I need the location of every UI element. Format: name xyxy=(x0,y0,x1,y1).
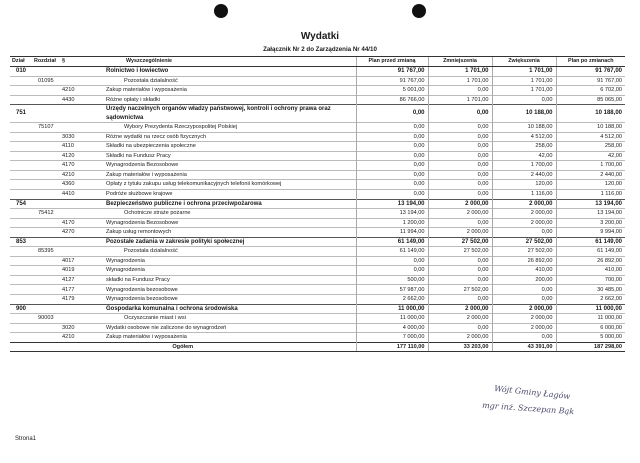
cell-paragraf: 4170 xyxy=(60,161,86,171)
cell-plan-before: 91 767,00 xyxy=(356,67,428,77)
table-row xyxy=(10,333,625,343)
cell-paragraf: 4017 xyxy=(60,256,86,266)
cell-description: Wynagrodzenia xyxy=(86,266,356,276)
cell-paragraf xyxy=(60,67,86,77)
cell-rozdzial xyxy=(32,304,60,314)
header-rozdzial: Rozdział xyxy=(32,57,60,67)
header-description: Wyszczególnienie xyxy=(86,57,356,67)
document-subtitle: Załącznik Nr 2 do Zarządzenia Nr 44/10 xyxy=(263,46,377,53)
cell-plan-after: 26 892,00 xyxy=(556,256,625,266)
cell-increases: 1 701,00 xyxy=(492,67,556,77)
cell-dzial xyxy=(10,86,32,96)
cell-decreases: 27 502,00 xyxy=(428,237,492,247)
cell-rozdzial xyxy=(32,151,60,161)
cell-dzial xyxy=(10,142,32,152)
cell-increases: 0,00 xyxy=(492,285,556,295)
cell-plan-after: 11 000,00 xyxy=(556,304,625,314)
table-row xyxy=(10,218,625,228)
cell-plan-before: 7 000,00 xyxy=(356,333,428,343)
cell-dzial xyxy=(10,161,32,171)
cell-description: składki na Fundusz Pracy xyxy=(86,275,356,285)
table-row xyxy=(10,275,625,285)
cell-plan-before: 0,00 xyxy=(356,151,428,161)
cell-increases: 410,00 xyxy=(492,266,556,276)
document-title: Wydatki xyxy=(300,31,340,42)
cell-plan-before: 0,00 xyxy=(356,180,428,190)
cell-rozdzial xyxy=(32,86,60,96)
cell-dzial xyxy=(10,190,32,200)
cell-plan-after: 13 194,00 xyxy=(556,209,625,219)
cell-decreases: 0,00 xyxy=(428,151,492,161)
table-total-row xyxy=(10,342,625,352)
cell-rozdzial xyxy=(32,132,60,142)
cell-description: Składki na Fundusz Pracy xyxy=(86,151,356,161)
cell-decreases: 2 000,00 xyxy=(428,199,492,209)
cell-increases: 26 892,00 xyxy=(492,256,556,266)
cell-description: Bezpieczeństwo publiczne i ochrona przeciwpożarowa xyxy=(86,199,356,209)
cell-plan-after: 13 194,00 xyxy=(556,199,625,209)
cell-rozdzial: 85395 xyxy=(32,247,60,257)
cell-paragraf: 3020 xyxy=(60,323,86,333)
cell-plan-after: 61 149,00 xyxy=(556,247,625,257)
cell-plan-before: 61 149,00 xyxy=(356,247,428,257)
table-row xyxy=(10,180,625,190)
cell-plan-before: 0,00 xyxy=(356,266,428,276)
cell-plan-before: 2 662,00 xyxy=(356,295,428,305)
cell-decreases: 0,00 xyxy=(428,266,492,276)
cell-paragraf: 4179 xyxy=(60,295,86,305)
cell-paragraf: 4177 xyxy=(60,285,86,295)
cell-decreases: 0,00 xyxy=(428,132,492,142)
cell-paragraf xyxy=(60,237,86,247)
table-row xyxy=(10,228,625,238)
cell-plan-after: 5 000,00 xyxy=(556,333,625,343)
cell-decreases: 2 000,00 xyxy=(428,228,492,238)
cell-paragraf xyxy=(60,123,86,133)
cell-rozdzial xyxy=(32,218,60,228)
cell-plan-before: 500,00 xyxy=(356,275,428,285)
cell-rozdzial xyxy=(32,170,60,180)
cell-decreases: 1 701,00 xyxy=(428,76,492,86)
cell-paragraf: 4019 xyxy=(60,266,86,276)
cell-plan-before: 13 194,00 xyxy=(356,209,428,219)
cell-increases: 42,00 xyxy=(492,151,556,161)
stamp-line-2: mgr inż. Szczepan Bąk xyxy=(481,400,575,417)
table-row xyxy=(10,170,625,180)
cell-plan-after: 410,00 xyxy=(556,266,625,276)
cell-plan-before: 0,00 xyxy=(356,132,428,142)
cell-increases: 258,00 xyxy=(492,142,556,152)
cell-dzial xyxy=(10,132,32,142)
cell-rozdzial xyxy=(32,295,60,305)
cell-paragraf: 4360 xyxy=(60,180,86,190)
cell-increases: 10 188,00 xyxy=(492,123,556,133)
cell-increases: 2 000,00 xyxy=(492,209,556,219)
cell-description: Pozostałe zadania w zakresie polityki społecznej xyxy=(86,237,356,247)
cell-paragraf: 4170 xyxy=(60,218,86,228)
cell-dzial xyxy=(10,323,32,333)
header-increases: Zwiększenia xyxy=(492,57,556,67)
table-row xyxy=(10,86,625,96)
header-plan-after: Plan po zmianach xyxy=(556,57,625,67)
table-row xyxy=(10,256,625,266)
cell-plan-after: 258,00 xyxy=(556,142,625,152)
cell-paragraf: 4430 xyxy=(60,95,86,105)
cell-dzial xyxy=(10,275,32,285)
cell-rozdzial xyxy=(32,180,60,190)
cell-plan-after: 6 702,00 xyxy=(556,86,625,96)
cell-increases: 1 700,00 xyxy=(492,161,556,171)
cell-dzial xyxy=(10,123,32,133)
cell-decreases: 0,00 xyxy=(428,190,492,200)
table-chapter-row xyxy=(10,123,625,133)
table-row xyxy=(10,95,625,105)
cell-rozdzial xyxy=(32,237,60,247)
table-row xyxy=(10,161,625,171)
cell-rozdzial xyxy=(32,333,60,343)
cell-dzial xyxy=(10,151,32,161)
cell-plan-before: 0,00 xyxy=(356,190,428,200)
cell-plan-before: 11 994,00 xyxy=(356,228,428,238)
cell-paragraf xyxy=(60,199,86,209)
cell-rozdzial xyxy=(32,105,60,123)
cell-decreases: 0,00 xyxy=(428,170,492,180)
cell-decreases: 2 000,00 xyxy=(428,314,492,324)
cell-dzial: 900 xyxy=(10,304,32,314)
cell-increases: 0,00 xyxy=(492,333,556,343)
cell-description: Oczyszczanie miast i wsi xyxy=(86,314,356,324)
cell-description: Wybory Prezydenta Rzeczypospolitej Polskiej xyxy=(86,123,356,133)
cell-description: Wydatki osobowe nie zaliczone do wynagrodzeń xyxy=(86,323,356,333)
cell-dzial xyxy=(10,256,32,266)
cell-plan-after: 10 188,00 xyxy=(556,123,625,133)
table-chapter-row xyxy=(10,314,625,324)
total-decreases: 33 203,00 xyxy=(428,342,492,352)
cell-paragraf xyxy=(60,209,86,219)
table-row xyxy=(10,142,625,152)
cell-paragraf xyxy=(60,304,86,314)
expenses-table-wrapper xyxy=(10,56,625,352)
cell-dzial xyxy=(10,76,32,86)
punch-hole-left xyxy=(214,4,228,18)
cell-description: Zakup materiałów i wyposażenia xyxy=(86,170,356,180)
cell-rozdzial xyxy=(32,285,60,295)
cell-decreases: 0,00 xyxy=(428,86,492,96)
cell-decreases: 0,00 xyxy=(428,180,492,190)
cell-decreases: 0,00 xyxy=(428,275,492,285)
cell-description: Gospodarka komunalna i ochrona środowiska xyxy=(86,304,356,314)
cell-increases: 2 000,00 xyxy=(492,199,556,209)
cell-plan-after: 6 000,00 xyxy=(556,323,625,333)
cell-rozdzial xyxy=(32,266,60,276)
cell-plan-before: 61 149,00 xyxy=(356,237,428,247)
table-row xyxy=(10,295,625,305)
cell-dzial xyxy=(10,170,32,180)
total-plan-before: 177 110,00 xyxy=(356,342,428,352)
cell-dzial xyxy=(10,247,32,257)
table-row xyxy=(10,323,625,333)
cell-increases: 1 701,00 xyxy=(492,86,556,96)
cell-decreases: 0,00 xyxy=(428,161,492,171)
cell-plan-after: 85 065,00 xyxy=(556,95,625,105)
cell-decreases: 0,00 xyxy=(428,218,492,228)
cell-dzial xyxy=(10,95,32,105)
cell-increases: 0,00 xyxy=(492,295,556,305)
stamp-line-1: Wójt Gminy Łagów xyxy=(493,384,571,401)
cell-plan-before: 13 194,00 xyxy=(356,199,428,209)
cell-rozdzial xyxy=(32,161,60,171)
cell-paragraf: 4210 xyxy=(60,333,86,343)
cell-plan-after: 61 149,00 xyxy=(556,237,625,247)
cell-paragraf xyxy=(60,76,86,86)
cell-dzial xyxy=(10,228,32,238)
cell-rozdzial xyxy=(32,190,60,200)
cell-plan-before: 86 766,00 xyxy=(356,95,428,105)
cell-increases: 1 116,00 xyxy=(492,190,556,200)
cell-plan-before: 0,00 xyxy=(356,123,428,133)
cell-increases: 2 000,00 xyxy=(492,218,556,228)
cell-decreases: 0,00 xyxy=(428,323,492,333)
cell-rozdzial xyxy=(32,199,60,209)
table-row xyxy=(10,285,625,295)
header-plan-before: Plan przed zmianą xyxy=(356,57,428,67)
cell-increases: 0,00 xyxy=(492,95,556,105)
cell-description: Opłaty z tytułu zakupu usług telekomunikacyjnych telefonii komórkowej xyxy=(86,180,356,190)
cell-description: Wynagrodzenia bezosobowe xyxy=(86,295,356,305)
cell-dzial: 751 xyxy=(10,105,32,123)
cell-rozdzial xyxy=(32,142,60,152)
cell-rozdzial xyxy=(32,256,60,266)
cell-plan-after: 1 700,00 xyxy=(556,161,625,171)
cell-increases: 200,00 xyxy=(492,275,556,285)
signature-stamp xyxy=(482,380,602,440)
table-row xyxy=(10,132,625,142)
table-section-row xyxy=(10,67,625,77)
header-paragraf: § xyxy=(60,57,86,67)
cell-paragraf xyxy=(60,105,86,123)
cell-plan-after: 120,00 xyxy=(556,180,625,190)
cell-paragraf: 4410 xyxy=(60,190,86,200)
cell-dzial: 853 xyxy=(10,237,32,247)
total-increases: 43 391,00 xyxy=(492,342,556,352)
cell-paragraf xyxy=(60,314,86,324)
table-body xyxy=(10,67,625,352)
cell-rozdzial xyxy=(32,95,60,105)
cell-paragraf: 4110 xyxy=(60,142,86,152)
cell-decreases: 1 701,00 xyxy=(428,67,492,77)
table-row xyxy=(10,151,625,161)
cell-plan-after: 4 512,00 xyxy=(556,132,625,142)
cell-decreases: 0,00 xyxy=(428,123,492,133)
cell-description: Różne opłaty i składki xyxy=(86,95,356,105)
cell-increases: 10 188,00 xyxy=(492,105,556,123)
cell-increases: 2 000,00 xyxy=(492,314,556,324)
table-row xyxy=(10,190,625,200)
table-section-row xyxy=(10,304,625,314)
table-header-row xyxy=(10,57,625,67)
cell-description: Wynagrodzenia xyxy=(86,256,356,266)
cell-rozdzial: 01095 xyxy=(32,76,60,86)
cell-decreases: 0,00 xyxy=(428,105,492,123)
cell-decreases: 2 000,00 xyxy=(428,333,492,343)
total-plan-after: 187 298,00 xyxy=(556,342,625,352)
cell-increases: 4 512,00 xyxy=(492,132,556,142)
cell-plan-before: 0,00 xyxy=(356,170,428,180)
cell-decreases: 27 502,00 xyxy=(428,285,492,295)
cell-dzial xyxy=(10,295,32,305)
cell-increases: 2 000,00 xyxy=(492,304,556,314)
cell-decreases: 0,00 xyxy=(428,295,492,305)
cell-increases: 27 502,00 xyxy=(492,237,556,247)
cell-rozdzial xyxy=(32,67,60,77)
cell-rozdzial: 90003 xyxy=(32,314,60,324)
cell-decreases: 27 502,00 xyxy=(428,247,492,257)
total-label: Ogółem xyxy=(10,342,356,352)
cell-decreases: 2 000,00 xyxy=(428,304,492,314)
table-section-row xyxy=(10,199,625,209)
cell-decreases: 1 701,00 xyxy=(428,95,492,105)
cell-plan-before: 0,00 xyxy=(356,142,428,152)
cell-increases: 2 440,00 xyxy=(492,170,556,180)
cell-rozdzial xyxy=(32,228,60,238)
cell-dzial: 010 xyxy=(10,67,32,77)
table-row xyxy=(10,266,625,276)
cell-description: Zakup materiałów i wyposażenia xyxy=(86,333,356,343)
cell-dzial xyxy=(10,266,32,276)
table-section-row xyxy=(10,237,625,247)
cell-plan-before: 11 000,00 xyxy=(356,304,428,314)
cell-plan-before: 1 200,00 xyxy=(356,218,428,228)
cell-plan-after: 42,00 xyxy=(556,151,625,161)
cell-plan-after: 10 188,00 xyxy=(556,105,625,123)
cell-decreases: 0,00 xyxy=(428,256,492,266)
cell-dzial xyxy=(10,209,32,219)
cell-plan-before: 0,00 xyxy=(356,105,428,123)
cell-plan-after: 2 440,00 xyxy=(556,170,625,180)
cell-plan-before: 11 000,00 xyxy=(356,314,428,324)
cell-description: Urzędy naczelnych organów władzy państwowej, kontroli i ochrony prawa oraz sądownictwa xyxy=(86,105,356,123)
cell-dzial xyxy=(10,285,32,295)
cell-plan-before: 91 767,00 xyxy=(356,76,428,86)
cell-paragraf: 4270 xyxy=(60,228,86,238)
cell-plan-after: 9 994,00 xyxy=(556,228,625,238)
cell-description: Wynagrodzenia Bezosobowe xyxy=(86,218,356,228)
punch-hole-right xyxy=(412,4,426,18)
table-chapter-row xyxy=(10,247,625,257)
table-chapter-row xyxy=(10,76,625,86)
cell-description: Wynagrodzenia bezosobowe xyxy=(86,285,356,295)
cell-description: Podróże służbowe krajowe xyxy=(86,190,356,200)
cell-paragraf: 4210 xyxy=(60,170,86,180)
cell-plan-after: 2 662,00 xyxy=(556,295,625,305)
cell-description: Pozostała działalność xyxy=(86,247,356,257)
cell-description: Różne wydatki na rzecz osób fizycznych xyxy=(86,132,356,142)
cell-paragraf: 3030 xyxy=(60,132,86,142)
cell-plan-after: 30 485,00 xyxy=(556,285,625,295)
cell-description: Zakup materiałów i wyposażenia xyxy=(86,86,356,96)
cell-dzial xyxy=(10,314,32,324)
cell-rozdzial xyxy=(32,323,60,333)
cell-description: Wynagrodzenia Bezosobowe xyxy=(86,161,356,171)
cell-description: Ochotnicze straże pożarne xyxy=(86,209,356,219)
header-dzial: Dział xyxy=(10,57,32,67)
cell-description: Rolnictwo i łowiectwo xyxy=(86,67,356,77)
cell-dzial xyxy=(10,218,32,228)
table-chapter-row xyxy=(10,209,625,219)
cell-plan-after: 91 767,00 xyxy=(556,67,625,77)
cell-dzial: 754 xyxy=(10,199,32,209)
cell-increases: 0,00 xyxy=(492,228,556,238)
cell-increases: 1 701,00 xyxy=(492,76,556,86)
page-footer: Strona1 xyxy=(15,436,37,442)
cell-description: Zakup usług remontowych xyxy=(86,228,356,238)
cell-dzial xyxy=(10,180,32,190)
cell-rozdzial: 75412 xyxy=(32,209,60,219)
expenses-table xyxy=(10,56,625,352)
cell-plan-after: 1 116,00 xyxy=(556,190,625,200)
cell-plan-after: 11 000,00 xyxy=(556,314,625,324)
cell-plan-before: 0,00 xyxy=(356,161,428,171)
header-decreases: Zmniejszenia xyxy=(428,57,492,67)
cell-dzial xyxy=(10,333,32,343)
cell-plan-before: 5 001,00 xyxy=(356,86,428,96)
cell-plan-before: 4 000,00 xyxy=(356,323,428,333)
cell-rozdzial: 75107 xyxy=(32,123,60,133)
cell-decreases: 2 000,00 xyxy=(428,209,492,219)
cell-paragraf: 4127 xyxy=(60,275,86,285)
cell-description: Pozostała działalność xyxy=(86,76,356,86)
cell-plan-after: 700,00 xyxy=(556,275,625,285)
cell-plan-before: 0,00 xyxy=(356,256,428,266)
cell-plan-after: 3 200,00 xyxy=(556,218,625,228)
cell-plan-before: 57 987,00 xyxy=(356,285,428,295)
cell-plan-after: 91 767,00 xyxy=(556,76,625,86)
cell-decreases: 0,00 xyxy=(428,142,492,152)
table-section-row xyxy=(10,105,625,123)
cell-paragraf: 4210 xyxy=(60,86,86,96)
cell-rozdzial xyxy=(32,275,60,285)
cell-increases: 2 000,00 xyxy=(492,323,556,333)
cell-paragraf xyxy=(60,247,86,257)
cell-paragraf: 4120 xyxy=(60,151,86,161)
cell-increases: 120,00 xyxy=(492,180,556,190)
cell-description: Składki na ubezpieczenia społeczne xyxy=(86,142,356,152)
cell-increases: 27 502,00 xyxy=(492,247,556,257)
